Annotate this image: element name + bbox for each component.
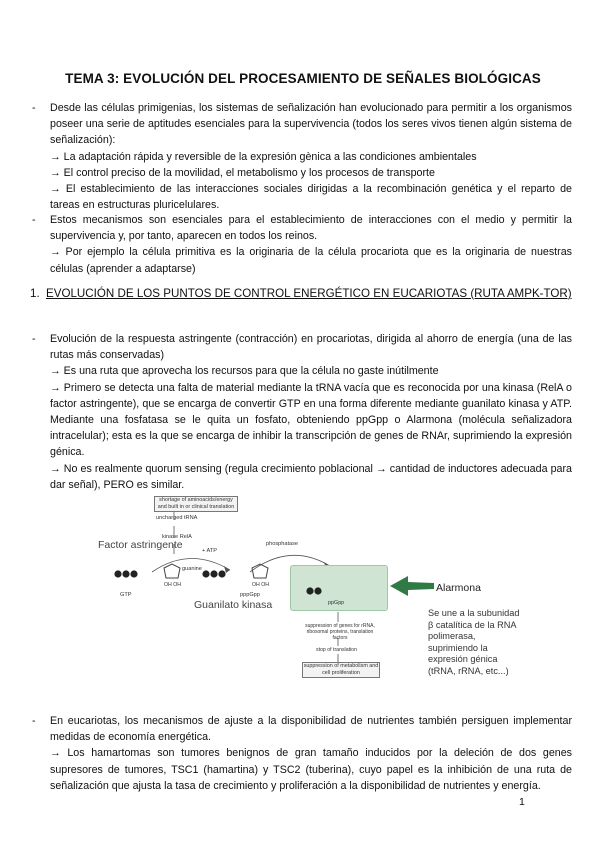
kinase-label: kinase RelA: [162, 534, 192, 540]
page-title: TEMA 3: EVOLUCIÓN DEL PROCESAMIENTO DE SEÑALES BIOLÓGICAS: [65, 71, 541, 86]
section-heading: [30, 286, 575, 302]
guanine-label: guanine: [182, 566, 202, 572]
gtp-label: GTP: [120, 592, 132, 598]
intro-arrow-2: → El control preciso de la movilidad, el metabolismo y los procesos de transporte: [50, 166, 435, 179]
intro-arrow-4: → Por ejemplo la célula primitiva es la originaria de la célula procariota que es la originaria de nuestras células (aprender a adaptarse): [50, 246, 572, 275]
guanilato-kinasa-label: Guanilato kinasa: [194, 599, 273, 611]
factor-astringente-label: Factor astringente: [98, 539, 183, 551]
intro-arrow-1: → La adaptación rápida y reversible de la expresión gènica a las condiciones ambientales: [50, 150, 477, 163]
section-text-2: En eucariotas, los mecanismos de ajuste a la disponibilidad de nutrientes también persiguen implementar medidas de economía energética.: [50, 715, 572, 744]
intro-text-2: Estos mecanismos son esenciales para el establecimiento de interacciones con el medio y permitir la supervivencia y, por tanto, aparecen en todos los reinos.: [50, 214, 572, 243]
section-arrow-1: → Es una ruta que aprovecha los recursos para que la célula no gaste inútilmente: [50, 365, 439, 378]
alarmona-arrow-icon: [390, 574, 434, 598]
bullet-dash: -: [32, 102, 36, 114]
oh-label-1: OH OH: [164, 582, 182, 588]
ppgpp-label: ppGpp: [328, 600, 345, 606]
intro-arrow-3: → El establecimiento de las interacciones sociales dirigidas a la recombinación genética y el reparto de tareas en estructuras pluricelulares.: [50, 183, 572, 212]
bullet-dash: -: [32, 333, 36, 345]
section-bullet-1: [50, 331, 572, 493]
section-arrow-4: → Los hamartomas son tumores benignos de gran tamaño inducidos por la deleción de dos genes supresores de tumores, TSC1 (hamartina) y TSC2 (tuberina), cuyo papel es la inhibición de una ruta de señalización que ajusta la tasa de crecimiento y proliferación a la disponibilidad de nutrientes y energía.: [50, 747, 572, 792]
section-title: EVOLUCIÓN DE LOS PUNTOS DE CONTROL ENERGÉTICO EN EUCARIOTAS (RUTA AMPK-TOR): [46, 287, 572, 300]
intro-bullet-2: [50, 212, 572, 277]
oh-label-2: OH OH: [252, 582, 270, 588]
intro-bullet-1: [50, 100, 572, 213]
section-number: 1.: [30, 287, 40, 300]
bullet-dash: -: [32, 715, 36, 727]
stop-translation-label: stop of translation: [316, 647, 357, 653]
bullet-dash: -: [32, 214, 36, 226]
phosphatase-label: phosphatase: [266, 541, 299, 547]
alarmona-label: Alarmona: [436, 582, 481, 594]
section-bullet-2: [50, 713, 572, 794]
intro-text: Desde las células primigenias, los sistemas de señalización han evolucionado para permitir a los organismos poseer una serie de aptitudes esenciales para la supervivencia (todos los seres vivos tienen algún sistema de señalización):: [50, 102, 572, 147]
section-arrow-3: → No es realmente quorum sensing (regula crecimiento poblacional → cantidad de inductores adecuada para dar señal), PERO es similar.: [50, 462, 572, 491]
suppression-metabolism-box: suppression of metabolism and cell proliferation: [302, 662, 380, 678]
uncharged-trna-label: uncharged tRNA: [156, 515, 198, 521]
page-number: 1: [519, 796, 525, 808]
suppression-label: suppression of genes for rRNA, ribosomal proteins, translation factors: [305, 623, 375, 641]
section-arrow-2: → Primero se detecta una falta de material mediante la tRNA vacía que es reconocida por una kinasa (RelA o factor astringente), que se encarga de convertir GTP en una forma diferente mediante guanilato kinasa y ATP. Mediante una fosfatasa se le quita un fosfato, obteniendo ppGpp o Alarmona (molécula señalizadora intracelular); esta es la que se encarga de inhibir la transcripción de genes de RNAr, suprimiendo la expresión génica.: [50, 381, 572, 459]
pppgpp-label: pppGpp: [240, 592, 260, 598]
atp-label: + ATP: [202, 548, 217, 554]
ppgpp-phosphates: [304, 584, 344, 598]
alarmona-note: Se une a la subunidad β catalítica de la RNA polimerasa, suprimiendo la expresión génica (tRNA, rRNA, etc...): [428, 608, 520, 676]
shortage-box: shortage of aminoacids/energy and built in or clinical translation: [154, 496, 238, 512]
stringent-response-figure: [90, 496, 530, 710]
section-text-1: Evolución de la respuesta astringente (contracción) en procariotas, dirigida al ahorro de energía (una de las rutas más conservadas): [50, 333, 572, 362]
